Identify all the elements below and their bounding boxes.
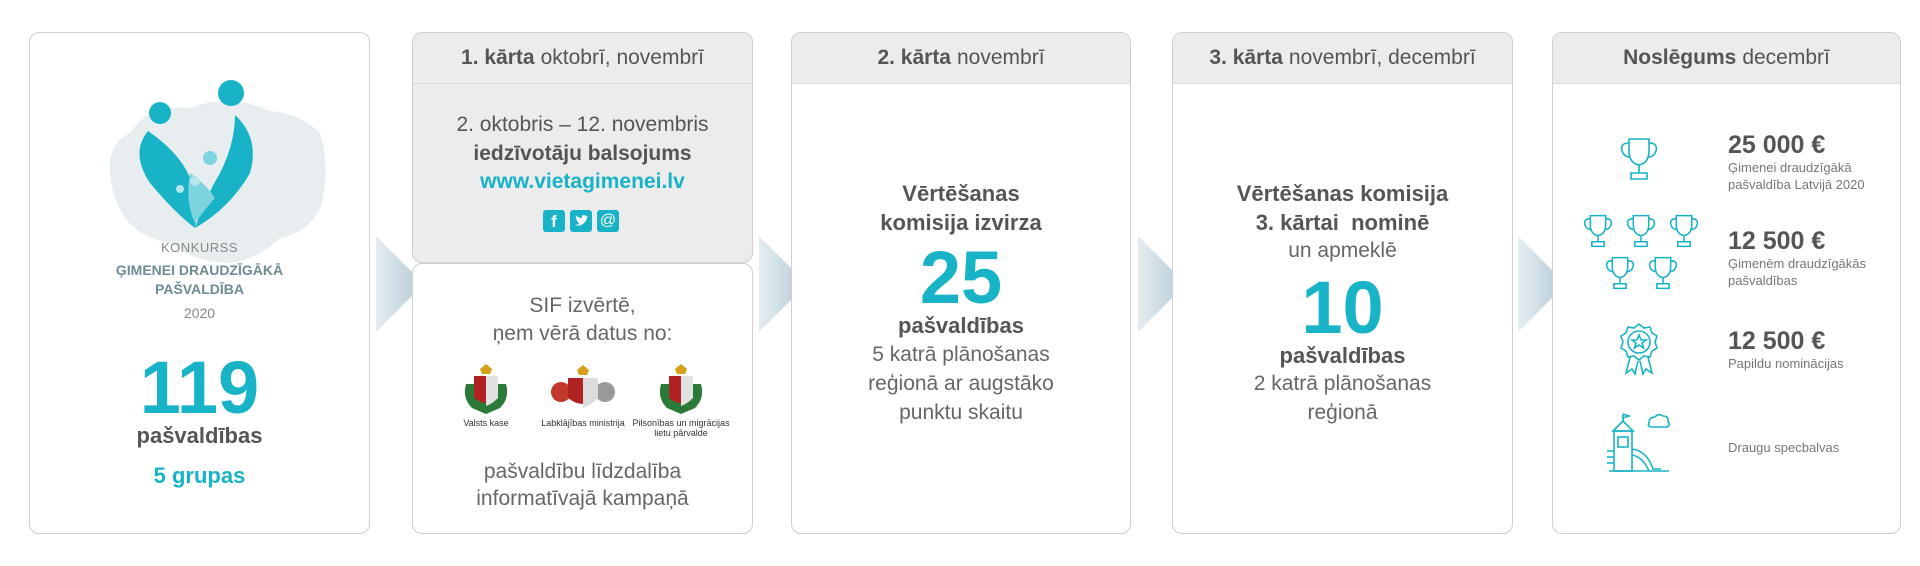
round-3-number-label: pašvaldības — [1279, 343, 1406, 368]
campaign-line1: pašvaldību līdzdalība — [483, 460, 682, 483]
round-2-line1: Vērtēšanas — [902, 181, 1020, 206]
vote-label: iedzīvotāju balsojums — [473, 142, 692, 165]
round-2-desc3: punktu skaitu — [899, 401, 1023, 424]
competition-title-line1: ĢIMENEI DRAUDZĪGĀKĀ — [115, 262, 284, 278]
card-round-3 — [1172, 32, 1513, 534]
prize-3-desc1: Papildu nominācijas — [1728, 356, 1844, 371]
playground-icon — [1603, 411, 1675, 477]
logo-pmlp — [631, 364, 731, 438]
prize-3-amount: 12 500 € — [1728, 327, 1826, 355]
card-final — [1552, 32, 1901, 534]
campaign-line2: informatīvajā kampaņā — [476, 487, 689, 510]
round-2-desc2: reģionā ar augstāko — [868, 372, 1054, 395]
logo-label-labklajibas: Labklājības ministrija — [541, 418, 625, 428]
website-link[interactable]: www.vietagimenei.lv — [480, 170, 685, 193]
trophy-icon — [1601, 253, 1639, 293]
round-2-number-label: pašvaldības — [898, 313, 1024, 338]
trophy-icon — [1644, 253, 1682, 293]
municipality-count-label: pašvaldības — [136, 423, 263, 448]
round-2-line2: komisija izvirza — [880, 210, 1042, 235]
round-2-header — [792, 33, 1130, 84]
round-3-number: 10 — [1301, 266, 1384, 349]
round-2-number: 25 — [919, 236, 1003, 319]
round-3-line3: un apmeklē — [1288, 239, 1397, 262]
final-period: decembrī — [1742, 46, 1830, 69]
municipality-count: 119 — [139, 346, 260, 429]
logo-valsts-kase — [436, 364, 536, 428]
groups-count: 5 grupas — [153, 463, 246, 488]
medal-star-icon — [1615, 321, 1663, 377]
prize-1-desc1: Ģimenei draudzīgākā — [1728, 160, 1852, 175]
card-round-1 — [412, 32, 753, 534]
prize-2-amount: 12 500 € — [1728, 227, 1826, 255]
round-2-title: 2. kārta — [877, 46, 951, 69]
sif-data-sources: ņem vērā datus no: — [492, 322, 673, 345]
facebook-icon[interactable]: f — [543, 210, 565, 232]
round-1-bottom — [412, 263, 753, 534]
card-competition — [29, 32, 370, 534]
final-title: Noslēgums — [1623, 46, 1737, 69]
round-3-desc1: 2 katrā plānošanas — [1253, 372, 1432, 395]
round-2-desc1: 5 katrā plānošanas — [872, 343, 1050, 366]
logo-labklajibas-ministrija — [533, 364, 633, 428]
twitter-icon[interactable] — [570, 210, 592, 232]
prize-4-desc1: Draugu specbalvas — [1728, 440, 1840, 455]
card-round-2 — [791, 32, 1131, 534]
competition-year: 2020 — [183, 305, 216, 321]
round-1-header — [413, 33, 752, 84]
prize-2-desc2: pašvaldības — [1728, 273, 1798, 288]
round-3-period: novembrī, decembrī — [1288, 46, 1476, 69]
prize-2-desc1: Ģimenēm draudzīgākās — [1728, 256, 1867, 271]
trophy-icon — [1579, 211, 1617, 251]
coat-of-arms-icon — [653, 364, 709, 416]
competition-title-line2: PAŠVALDĪBA — [155, 281, 244, 297]
round-1-top — [412, 32, 753, 263]
coat-of-arms-icon — [548, 364, 618, 416]
logo-label-pmlp: Pilsonības un migrācijas lietu pārvalde — [632, 418, 730, 438]
round-3-desc2: reģionā — [1307, 401, 1378, 424]
latvia-family-logo — [30, 33, 370, 263]
final-header — [1553, 33, 1900, 84]
prize-1-amount: 25 000 € — [1728, 131, 1826, 159]
round-3-header — [1173, 33, 1512, 84]
email-icon[interactable]: @ — [597, 210, 619, 232]
coat-of-arms-icon — [458, 364, 514, 416]
konkurss-label: KONKURSS — [161, 240, 238, 255]
round-2-period: novembrī — [957, 46, 1045, 69]
round-3-line1: Vērtēšanas komisija — [1236, 181, 1449, 206]
sif-evaluates: SIF izvērtē, — [529, 294, 636, 317]
trophy-icon — [1665, 211, 1703, 251]
round-1-title: 1. kārta — [461, 46, 535, 69]
social-icons — [543, 210, 619, 232]
round-1-period: oktobrī, novembrī — [540, 46, 704, 69]
logo-label-valsts-kase: Valsts kase — [463, 418, 509, 428]
trophy-icon — [1622, 211, 1660, 251]
prize-1-desc2: pašvaldība Latvijā 2020 — [1728, 177, 1865, 192]
trophies-group — [1579, 211, 1704, 293]
round-3-line2: 3. kārtai nominē — [1255, 210, 1430, 235]
round-3-title: 3. kārta — [1209, 46, 1283, 69]
trophy-icon — [1616, 133, 1662, 185]
vote-dates: 2. oktobris – 12. novembris — [456, 113, 709, 136]
